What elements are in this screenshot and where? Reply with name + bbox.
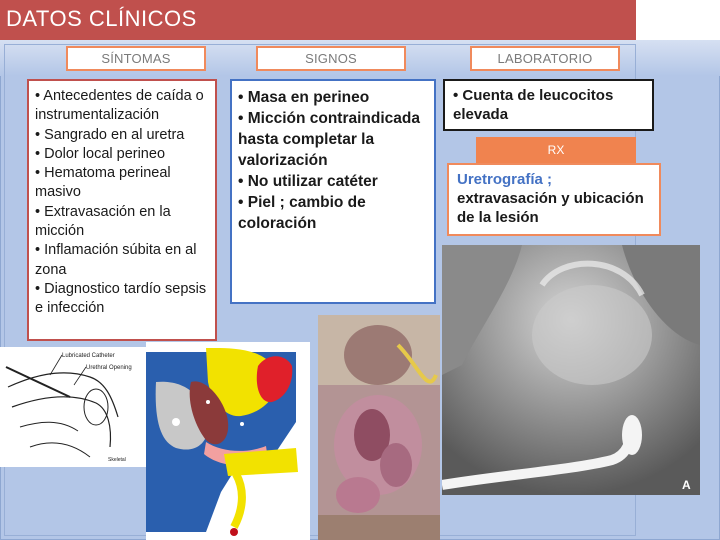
sintomas-box xyxy=(27,79,217,341)
page-title: DATOS CLÍNICOS xyxy=(6,6,197,31)
signos-item: • Piel ; cambio de coloración xyxy=(238,194,366,232)
rx-text: extravasación y ubicación de la lesión xyxy=(457,190,644,226)
rx-highlight: Uretrografía ; xyxy=(457,171,553,188)
xray-drawing xyxy=(442,245,700,495)
urethrogram-xray-image xyxy=(442,245,700,495)
perineum-photo-image xyxy=(318,315,440,540)
signos-item: • Micción contraindicada hasta completar la valorización xyxy=(238,110,420,169)
header-laboratorio: LABORATORIO xyxy=(470,46,620,71)
anatomy-illustration-image xyxy=(146,342,310,540)
perineum-photo xyxy=(318,315,440,540)
catheter-sketch-drawing xyxy=(0,347,148,467)
sintomas-item: • Diagnostico tardío sepsis e infección xyxy=(35,280,207,317)
anatomy-drawing xyxy=(146,342,310,540)
sintomas-item: • Sangrado en al uretra xyxy=(35,126,185,143)
title-bar xyxy=(0,0,636,40)
sketch-label: Lubricated Catheter xyxy=(62,353,115,359)
header-signos: SIGNOS xyxy=(256,46,406,71)
sintomas-item: • Dolor local perineo xyxy=(35,145,166,162)
sintomas-item: • Extravasación en la micción xyxy=(35,203,171,240)
sketch-label: Skeletal xyxy=(108,457,126,463)
signos-item: • Masa en perineo xyxy=(238,89,370,106)
sintomas-item: • Hematoma perineal masivo xyxy=(35,165,171,201)
header-sintomas: SÍNTOMAS xyxy=(66,46,206,71)
laboratorio-item: • Cuenta de leucocitos elevada xyxy=(453,87,614,123)
header-rx: RX xyxy=(476,137,636,163)
sketch-label: Urethral Opening xyxy=(86,365,132,371)
rx-box xyxy=(447,163,661,236)
catheter-sketch-image xyxy=(0,347,148,467)
signos-box xyxy=(230,79,436,304)
laboratorio-box xyxy=(443,79,654,131)
sintomas-item: • Inflamación súbita en al zona xyxy=(35,242,197,278)
signos-item: • No utilizar catéter xyxy=(238,173,378,190)
sintomas-item: • Antecedentes de caída o instrumentalización xyxy=(35,88,204,124)
xray-label: A xyxy=(682,478,691,492)
